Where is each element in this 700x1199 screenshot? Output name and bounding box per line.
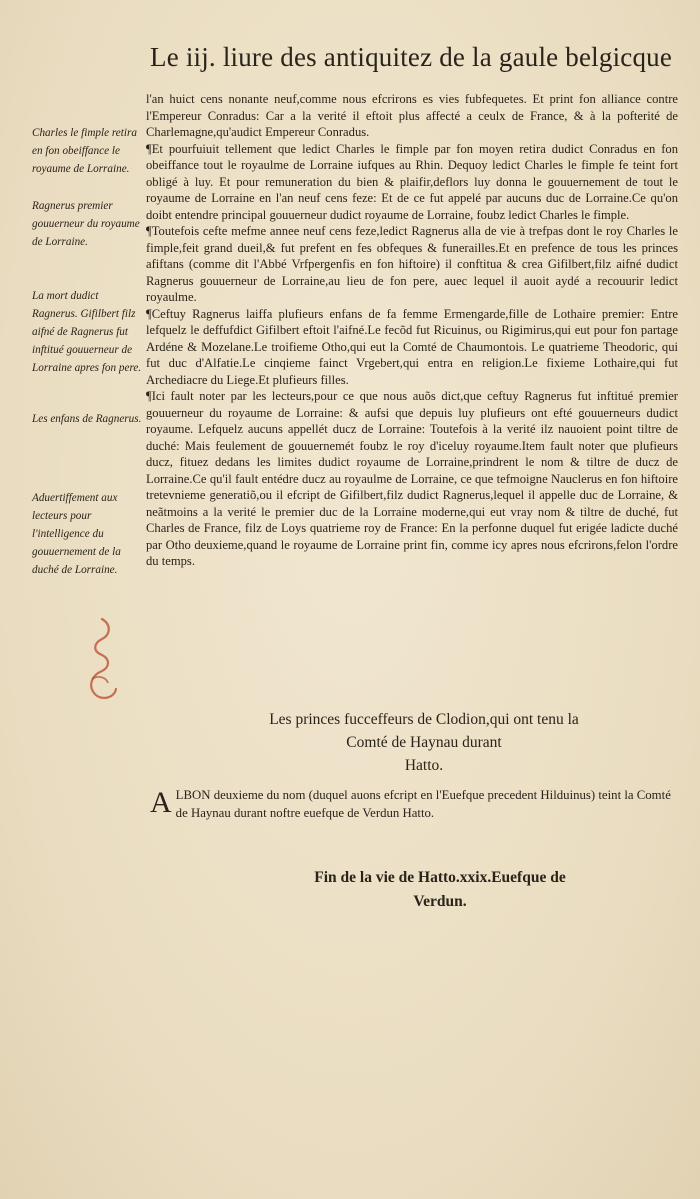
closing-line: Fin de la vie de Hatto.xxix.Euefque de — [314, 869, 566, 886]
albon-paragraph — [150, 786, 680, 822]
margin-note: Ragnerus premier gouuerneur du royaume de Lorraine. — [32, 200, 140, 248]
albon-text: LBON deuxieme du nom (duquel auons efcript en l'Euefque precedent Hilduinus) teint la Comté de Haynau durant noftre euefque de Verdun Hatto. — [175, 788, 671, 820]
body-text — [146, 91, 678, 570]
paragraph: ¶Ici fault noter par les lecteurs,pour ce que nous auõs dict,que ceftuy Ragnerus fut inftitué premier gouuerneur du royaume de Lorraine: & aufsi que depuis luy plufieurs ont efté gouuerneurs dudict royaume. Lefquelz aucuns appellét ducz de Lorraine: Toutefois à la verité ilz nauoient point tiltre de duché: Mais feulement de gouuernemét foubz le roy d'iceluy royaume.Item fault noter que plufieurs ducz, fituez dedans les limites dudict royaume de Lorraine,prindrent le nom & tiltre de ducz de Lorraine.Ce qu'il fault entédre ducz au royaulme de Lorraine, ce que tefmoigne Nauclerus en fon hiftoire tretevnieme generatiõ,ou il efcript de Gifilbert,filz dudict Ragnerus,lequel il appelle duc de Lorraine, & neãtmoins a la verité le premier duc de la Lorraine moderne,qui eut vray nom & tiltre de duché, fut Charles de France, filz de Loys quatrieme roy de France: En la perfonne duquel fut erigée ladicte duché par Otho deuxieme,quand le royaume de Lorraine print fin, comme icy apres nous efcrirons,felon l'ordre du temps. — [146, 389, 678, 568]
section-heading — [214, 708, 634, 777]
section-heading-line: Comté de Haynau durant — [346, 734, 502, 751]
section-heading-line: Les princes fucceffeurs de Clodion,qui ont tenu la — [269, 711, 579, 728]
closing-line: Verdun. — [413, 893, 467, 910]
closing-colophon — [280, 866, 600, 914]
running-head: Le iij. liure des antiquitez de la gaule belgicque — [150, 42, 673, 72]
paragraph: ¶Et pourfuiuit tellement que ledict Charles le fimple par fon moyen retira dudict Conradus en fon obeiffance tout le royaulme de Lorraine iufques au Rhin. Dequoy ledict Charles le fimple fe teint fort obligé à luy. Et pour remuneration du bien & plaifir,deflors luy donna le gouuernement de tout le royaume de Lorraine en l'an neuf cens feze: Et de ce fut appelé par aucuns duc de Lorraine.Ce qu'on doibt entendre principal gouuerneur dudict royaume de Lorraine, foubz ledict Charles le fimple. — [146, 141, 678, 222]
margin-note: Aduertiffement aux lecteurs pour l'intelligence du gouuernement de la duché de Lorraine. — [32, 492, 121, 576]
margin-note: Charles le fimple retira en fon obeiffance le royaume de Lorraine. — [32, 127, 137, 175]
ink-annotation-icon — [80, 615, 126, 705]
drop-cap: A — [150, 786, 172, 819]
paragraph: ¶Ceftuy Ragnerus laiffa plufieurs enfans de fa femme Ermengarde,fille de Lothaire premier: Entre lefquelz le deffufdict Gifilbert eftoit l'aifné.Le fecõd fut Ricuinus, ou Rigimirus,qui eut pour fon partage Ardéne & Mozelane.Le troifieme Otho,qui eut la Comté de Chaumontois. Le quatrieme Theodoric, qui fut duc d'Alfatie.Le cinqieme fainct Vrgebert,qui entra en religion.Le fixieme Lothaire,qui fut Archediacre du Liege.Et plufieurs filles. — [146, 306, 678, 387]
margin-note: Les enfans de Ragnerus. — [32, 413, 142, 425]
paragraph: l'an huict cens nonante neuf,comme nous efcrirons es vies fubfequetes. Et print fon alliance contre l'Empereur Conradus: Car a la verité il eftoit plus affecté a ceulx de France, & à la pofterité de Charlemagne,qu'audict Empereur Conradus. — [146, 92, 678, 139]
paragraph: ¶Toutefois cefte mefme annee neuf cens feze,ledict Ragnerus alla de vie à trefpas dont le roy Charles le fimple,feit grand dueil,& fut prefent en fes obfeques & funerailles.Et en prefence de tous les princes afiftans (comme dit l'Abbé Vrfpergenfis en fon hiftoire) il conftitua & crea Gifilbert,filz aifné dudict Ragnerus gouuerneur de Lorraine,au lieu de fon pere, auec lequel il auoit aydé a recouurir ledict royaulme. — [146, 224, 678, 304]
margin-note: La mort dudict Ragnerus. Gifilbert filz aifné de Ragnerus fut inftitué gouuerneur de Lorraine apres fon pere. — [32, 290, 142, 374]
section-heading-line: Hatto. — [404, 757, 444, 774]
